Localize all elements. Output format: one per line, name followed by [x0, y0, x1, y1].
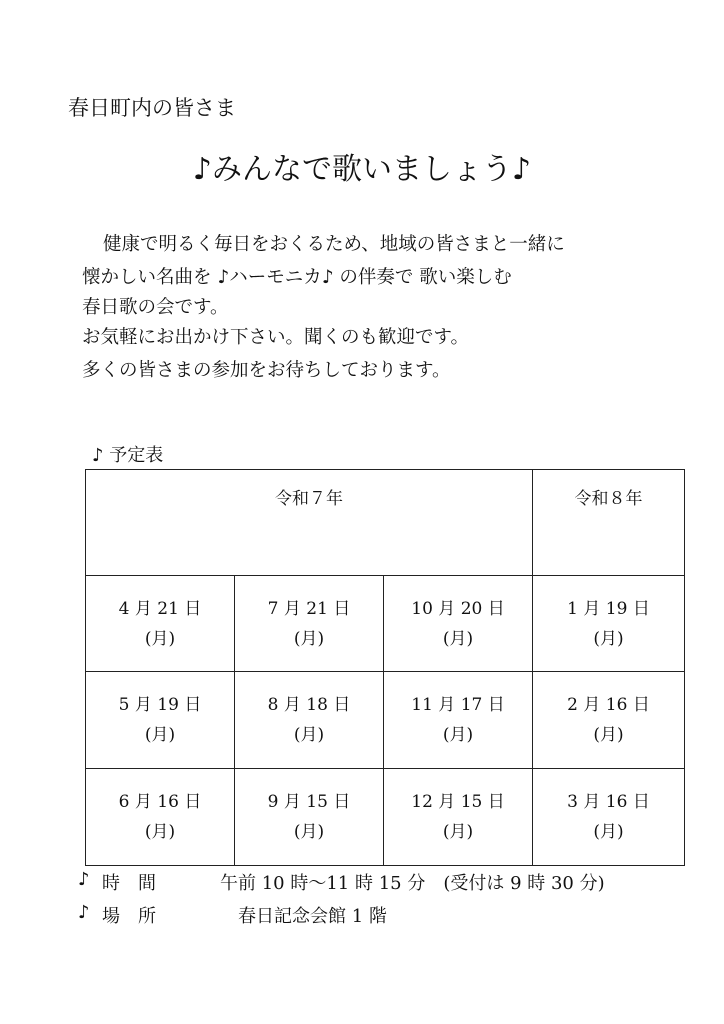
time-label: 時 間	[102, 873, 156, 894]
date-cell	[235, 576, 384, 672]
year-header-cell: 令和７年	[86, 470, 533, 576]
date-cell	[86, 769, 235, 866]
body-line-4: お気軽にお出かけ下さい。聞くのも歓迎です。	[82, 327, 470, 348]
date-cell	[384, 769, 533, 866]
weekday-text: (月)	[293, 822, 325, 842]
addressee: 春日町内の皆さま	[68, 96, 236, 120]
weekday-text: (月)	[593, 725, 624, 745]
date-text: 7 月 21 日	[267, 598, 351, 619]
weekday-text: (月)	[144, 725, 176, 745]
date-cell	[86, 576, 235, 672]
date-cell	[384, 576, 533, 672]
date-text: 9 月 15 日	[267, 792, 351, 812]
date-cell	[533, 672, 685, 769]
table-row	[86, 576, 685, 672]
date-cell	[235, 672, 384, 769]
date-text: 10 月 20 日	[411, 598, 505, 619]
time-value: 午前 10 時～11 時 15 分 (受付は 9 時 30 分)	[220, 873, 605, 894]
weekday-text: (月)	[144, 822, 176, 842]
date-cell	[384, 672, 533, 769]
date-text: 11 月 17 日	[411, 695, 505, 715]
page-title: ♪みんなで歌いましょう♪	[192, 152, 532, 187]
weekday-text: (月)	[593, 822, 624, 842]
date-text: 2 月 16 日	[567, 695, 650, 715]
date-cell	[533, 769, 685, 866]
weekday-text: (月)	[593, 628, 624, 649]
weekday-text: (月)	[293, 725, 325, 745]
weekday-text: (月)	[442, 725, 474, 745]
place-label: 場 所	[102, 906, 156, 927]
weekday-text: (月)	[442, 822, 474, 842]
date-text: 6 月 16 日	[118, 792, 202, 812]
weekday-text: (月)	[293, 628, 325, 649]
date-text: 4 月 21 日	[118, 598, 202, 619]
body-line-5: 多くの皆さまの参加をお待ちしております。	[82, 360, 451, 381]
schedule-heading: ♪ 予定表	[92, 445, 164, 466]
date-text: 1 月 19 日	[567, 598, 650, 619]
body-line-3: 春日歌の会です。	[82, 297, 229, 318]
date-text: 5 月 19 日	[118, 695, 202, 715]
body-line-2: 懐かしい名曲を ♪ハーモニカ♪ の伴奏で 歌い楽しむ	[82, 267, 512, 288]
date-text: 8 月 18 日	[267, 695, 351, 715]
place-value: 春日記念会館 1 階	[238, 906, 387, 927]
weekday-text: (月)	[442, 628, 474, 649]
music-note-icon: ♪	[78, 902, 90, 923]
date-text: 3 月 16 日	[567, 792, 650, 812]
body-line-1: 健康で明るく毎日をおくるため、地域の皆さまと一緒に	[103, 234, 565, 255]
date-cell	[86, 672, 235, 769]
music-note-icon: ♪	[78, 869, 90, 890]
weekday-text: (月)	[144, 628, 176, 649]
date-cell	[533, 576, 685, 672]
date-text: 12 月 15 日	[411, 792, 505, 812]
date-cell	[235, 769, 384, 866]
table-row	[86, 769, 685, 866]
table-row	[86, 672, 685, 769]
year-header-row	[86, 470, 685, 576]
schedule-table	[85, 469, 685, 866]
year-header-cell: 令和８年	[533, 470, 685, 576]
